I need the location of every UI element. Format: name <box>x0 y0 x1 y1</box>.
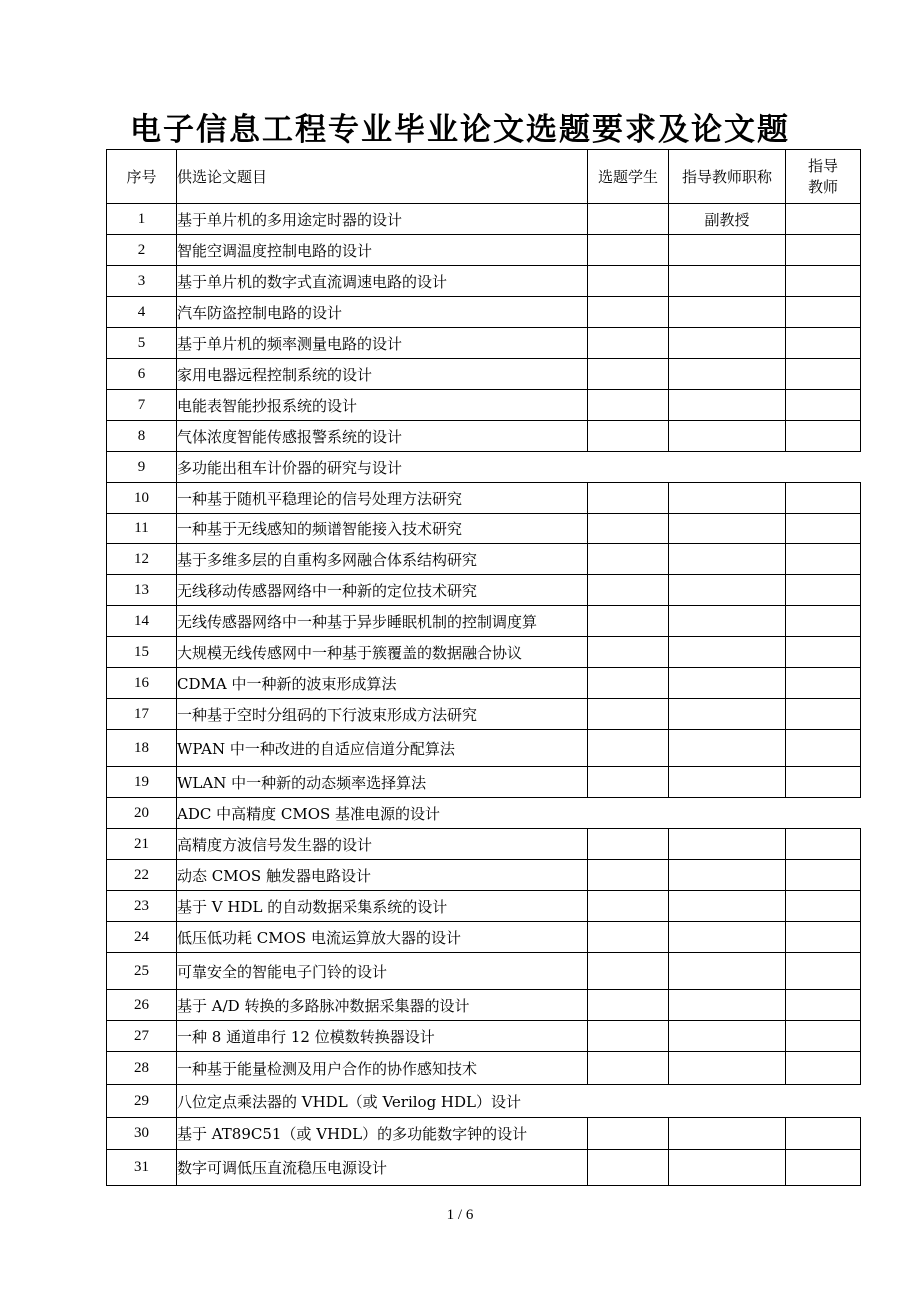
table-row <box>107 452 861 483</box>
row-student-cell <box>588 575 669 606</box>
row-number: 30 <box>107 1118 177 1150</box>
row-topic: ADC 中高精度 CMOS 基准电源的设计 <box>177 798 588 829</box>
row-number: 14 <box>107 606 177 637</box>
row-advisor-title <box>669 922 786 953</box>
row-advisor-title <box>669 390 786 421</box>
table-row <box>107 421 861 452</box>
row-student-cell <box>588 829 669 860</box>
row-advisor-title <box>669 730 786 767</box>
row-student-cell <box>588 1085 669 1118</box>
row-number: 4 <box>107 297 177 328</box>
row-advisor-title <box>669 829 786 860</box>
table-row <box>107 266 861 297</box>
row-student-cell <box>588 328 669 359</box>
row-advisor-cell <box>786 235 861 266</box>
table-row <box>107 1085 861 1118</box>
row-advisor-title <box>669 514 786 544</box>
row-advisor-cell <box>786 1118 861 1150</box>
table-row <box>107 767 861 798</box>
row-number: 1 <box>107 204 177 235</box>
row-topic: 一种基于无线感知的频谱智能接入技术研究 <box>177 514 588 544</box>
row-number: 21 <box>107 829 177 860</box>
row-student-cell <box>588 699 669 730</box>
row-student-cell <box>588 637 669 668</box>
row-number: 7 <box>107 390 177 421</box>
row-advisor-cell <box>786 860 861 891</box>
row-advisor-cell <box>786 328 861 359</box>
row-student-cell <box>588 891 669 922</box>
row-advisor-cell <box>786 730 861 767</box>
row-advisor-title <box>669 235 786 266</box>
table-row <box>107 699 861 730</box>
table-row <box>107 483 861 514</box>
row-advisor-title <box>669 606 786 637</box>
table-row <box>107 1021 861 1052</box>
topics-table <box>106 149 861 1186</box>
row-number: 9 <box>107 452 177 483</box>
row-advisor-title: 副教授 <box>669 204 786 235</box>
row-student-cell <box>588 767 669 798</box>
row-topic: 八位定点乘法器的 VHDL（或 Verilog HDL）设计 <box>177 1085 588 1118</box>
row-advisor-title-cell <box>669 1085 786 1118</box>
row-student-cell <box>588 452 669 483</box>
row-advisor-cell <box>786 1052 861 1085</box>
header-advisor-label: 指导教师 <box>807 156 838 196</box>
row-topic: 多功能出租车计价器的研究与设计 <box>177 452 588 483</box>
row-student-cell <box>588 359 669 390</box>
row-student-cell <box>588 798 669 829</box>
row-advisor-cell <box>786 266 861 297</box>
table-header-row <box>107 150 861 204</box>
table-row <box>107 390 861 421</box>
table-row <box>107 990 861 1021</box>
row-number: 17 <box>107 699 177 730</box>
row-advisor-cell <box>786 953 861 990</box>
row-number: 28 <box>107 1052 177 1085</box>
row-advisor-title <box>669 575 786 606</box>
table-row <box>107 668 861 699</box>
row-topic: 一种基于空时分组码的下行波束形成方法研究 <box>177 699 588 730</box>
header-advisor <box>786 150 861 204</box>
row-number: 20 <box>107 798 177 829</box>
row-student-cell <box>588 1118 669 1150</box>
row-advisor-title <box>669 1118 786 1150</box>
row-advisor-title <box>669 668 786 699</box>
row-number: 11 <box>107 514 177 544</box>
row-advisor-cell <box>786 544 861 575</box>
row-number: 16 <box>107 668 177 699</box>
row-advisor-cell <box>786 668 861 699</box>
row-advisor-title <box>669 328 786 359</box>
row-student-cell <box>588 390 669 421</box>
row-advisor-title <box>669 1150 786 1186</box>
row-advisor-title <box>669 953 786 990</box>
row-number: 31 <box>107 1150 177 1186</box>
row-advisor-cell <box>786 637 861 668</box>
row-number: 8 <box>107 421 177 452</box>
row-topic: WPAN 中一种改进的自适应信道分配算法 <box>177 730 588 767</box>
row-topic: 家用电器远程控制系统的设计 <box>177 359 588 390</box>
table-row <box>107 637 861 668</box>
row-advisor-cell <box>786 891 861 922</box>
row-student-cell <box>588 606 669 637</box>
row-number: 24 <box>107 922 177 953</box>
table-row <box>107 953 861 990</box>
row-advisor-cell <box>786 514 861 544</box>
row-topic: 一种基于能量检测及用户合作的协作感知技术 <box>177 1052 588 1085</box>
row-topic: 气体浓度智能传感报警系统的设计 <box>177 421 588 452</box>
row-number: 3 <box>107 266 177 297</box>
row-advisor-title <box>669 637 786 668</box>
row-student-cell <box>588 1150 669 1186</box>
row-advisor-title <box>669 699 786 730</box>
row-topic: 数字可调低压直流稳压电源设计 <box>177 1150 588 1186</box>
row-advisor-title <box>669 359 786 390</box>
row-student-cell <box>588 204 669 235</box>
row-student-cell <box>588 730 669 767</box>
row-number: 25 <box>107 953 177 990</box>
table-row <box>107 798 861 829</box>
header-topic: 供选论文题目 <box>177 150 588 204</box>
row-advisor-title-cell <box>669 798 786 829</box>
row-advisor-title <box>669 891 786 922</box>
row-advisor-title <box>669 990 786 1021</box>
table-row <box>107 891 861 922</box>
row-topic: 一种基于随机平稳理论的信号处理方法研究 <box>177 483 588 514</box>
row-student-cell <box>588 544 669 575</box>
table-row <box>107 328 861 359</box>
row-topic: 一种 8 通道串行 12 位模数转换器设计 <box>177 1021 588 1052</box>
table-row <box>107 1118 861 1150</box>
row-number: 2 <box>107 235 177 266</box>
row-student-cell <box>588 266 669 297</box>
page-number: 1 / 6 <box>446 1207 474 1223</box>
row-advisor-cell <box>786 699 861 730</box>
row-topic: 基于单片机的多用途定时器的设计 <box>177 204 588 235</box>
row-number: 18 <box>107 730 177 767</box>
row-advisor-cell <box>786 483 861 514</box>
row-topic: 动态 CMOS 触发器电路设计 <box>177 860 588 891</box>
table-row <box>107 297 861 328</box>
row-advisor-title <box>669 266 786 297</box>
row-number: 10 <box>107 483 177 514</box>
row-topic: 智能空调温度控制电路的设计 <box>177 235 588 266</box>
row-advisor-title <box>669 483 786 514</box>
row-advisor-cell <box>786 1085 861 1118</box>
table-row <box>107 606 861 637</box>
table-row <box>107 544 861 575</box>
row-topic: 无线传感器网络中一种基于异步睡眠机制的控制调度算 <box>177 606 588 637</box>
table-row <box>107 860 861 891</box>
header-number: 序号 <box>107 150 177 204</box>
table-row <box>107 730 861 767</box>
header-advisor-title: 指导教师职称 <box>669 150 786 204</box>
row-topic: 基于单片机的频率测量电路的设计 <box>177 328 588 359</box>
table-row <box>107 359 861 390</box>
row-number: 29 <box>107 1085 177 1118</box>
row-advisor-title <box>669 860 786 891</box>
row-advisor-cell <box>786 606 861 637</box>
row-topic: 基于 AT89C51（或 VHDL）的多功能数字钟的设计 <box>177 1118 588 1150</box>
row-number: 22 <box>107 860 177 891</box>
row-advisor-cell <box>786 767 861 798</box>
row-advisor-cell <box>786 297 861 328</box>
row-advisor-cell <box>786 204 861 235</box>
row-number: 19 <box>107 767 177 798</box>
row-student-cell <box>588 514 669 544</box>
row-student-cell <box>588 1021 669 1052</box>
row-student-cell <box>588 668 669 699</box>
table-row <box>107 1052 861 1085</box>
row-topic: 大规模无线传感网中一种基于簇覆盖的数据融合协议 <box>177 637 588 668</box>
row-topic: WLAN 中一种新的动态频率选择算法 <box>177 767 588 798</box>
document-title: 电子信息工程专业毕业论文选题要求及论文题 <box>130 112 790 148</box>
row-topic: 可靠安全的智能电子门铃的设计 <box>177 953 588 990</box>
table-row <box>107 829 861 860</box>
row-advisor-cell <box>786 575 861 606</box>
row-student-cell <box>588 1052 669 1085</box>
row-advisor-title-cell <box>669 452 786 483</box>
row-number: 15 <box>107 637 177 668</box>
row-advisor-cell <box>786 390 861 421</box>
row-advisor-title <box>669 421 786 452</box>
row-number: 5 <box>107 328 177 359</box>
table-row <box>107 514 861 544</box>
table-row <box>107 235 861 266</box>
row-advisor-title <box>669 297 786 328</box>
row-advisor-cell <box>786 421 861 452</box>
row-advisor-cell <box>786 829 861 860</box>
row-advisor-cell <box>786 798 861 829</box>
row-advisor-cell <box>786 1021 861 1052</box>
row-advisor-title <box>669 1021 786 1052</box>
row-student-cell <box>588 990 669 1021</box>
row-number: 6 <box>107 359 177 390</box>
table-row <box>107 1150 861 1186</box>
row-topic: 无线移动传感器网络中一种新的定位技术研究 <box>177 575 588 606</box>
row-topic: CDMA 中一种新的波束形成算法 <box>177 668 588 699</box>
row-advisor-cell <box>786 359 861 390</box>
row-student-cell <box>588 297 669 328</box>
row-student-cell <box>588 953 669 990</box>
row-topic: 基于多维多层的自重构多网融合体系结构研究 <box>177 544 588 575</box>
row-advisor-cell <box>786 990 861 1021</box>
row-student-cell <box>588 860 669 891</box>
row-number: 13 <box>107 575 177 606</box>
row-topic: 低压低功耗 CMOS 电流运算放大器的设计 <box>177 922 588 953</box>
row-topic: 基于单片机的数字式直流调速电路的设计 <box>177 266 588 297</box>
row-advisor-title <box>669 767 786 798</box>
row-student-cell <box>588 235 669 266</box>
row-student-cell <box>588 922 669 953</box>
row-topic: 汽车防盗控制电路的设计 <box>177 297 588 328</box>
header-student: 选题学生 <box>588 150 669 204</box>
row-student-cell <box>588 421 669 452</box>
row-number: 12 <box>107 544 177 575</box>
row-student-cell <box>588 483 669 514</box>
row-topic: 高精度方波信号发生器的设计 <box>177 829 588 860</box>
row-advisor-title <box>669 1052 786 1085</box>
row-topic: 电能表智能抄报系统的设计 <box>177 390 588 421</box>
table-row <box>107 204 861 235</box>
row-number: 26 <box>107 990 177 1021</box>
table-row <box>107 922 861 953</box>
row-advisor-title <box>669 544 786 575</box>
row-topic: 基于 V HDL 的自动数据采集系统的设计 <box>177 891 588 922</box>
row-number: 27 <box>107 1021 177 1052</box>
row-advisor-cell <box>786 452 861 483</box>
row-topic: 基于 A/D 转换的多路脉冲数据采集器的设计 <box>177 990 588 1021</box>
table-row <box>107 575 861 606</box>
row-advisor-cell <box>786 922 861 953</box>
row-number: 23 <box>107 891 177 922</box>
row-advisor-cell <box>786 1150 861 1186</box>
